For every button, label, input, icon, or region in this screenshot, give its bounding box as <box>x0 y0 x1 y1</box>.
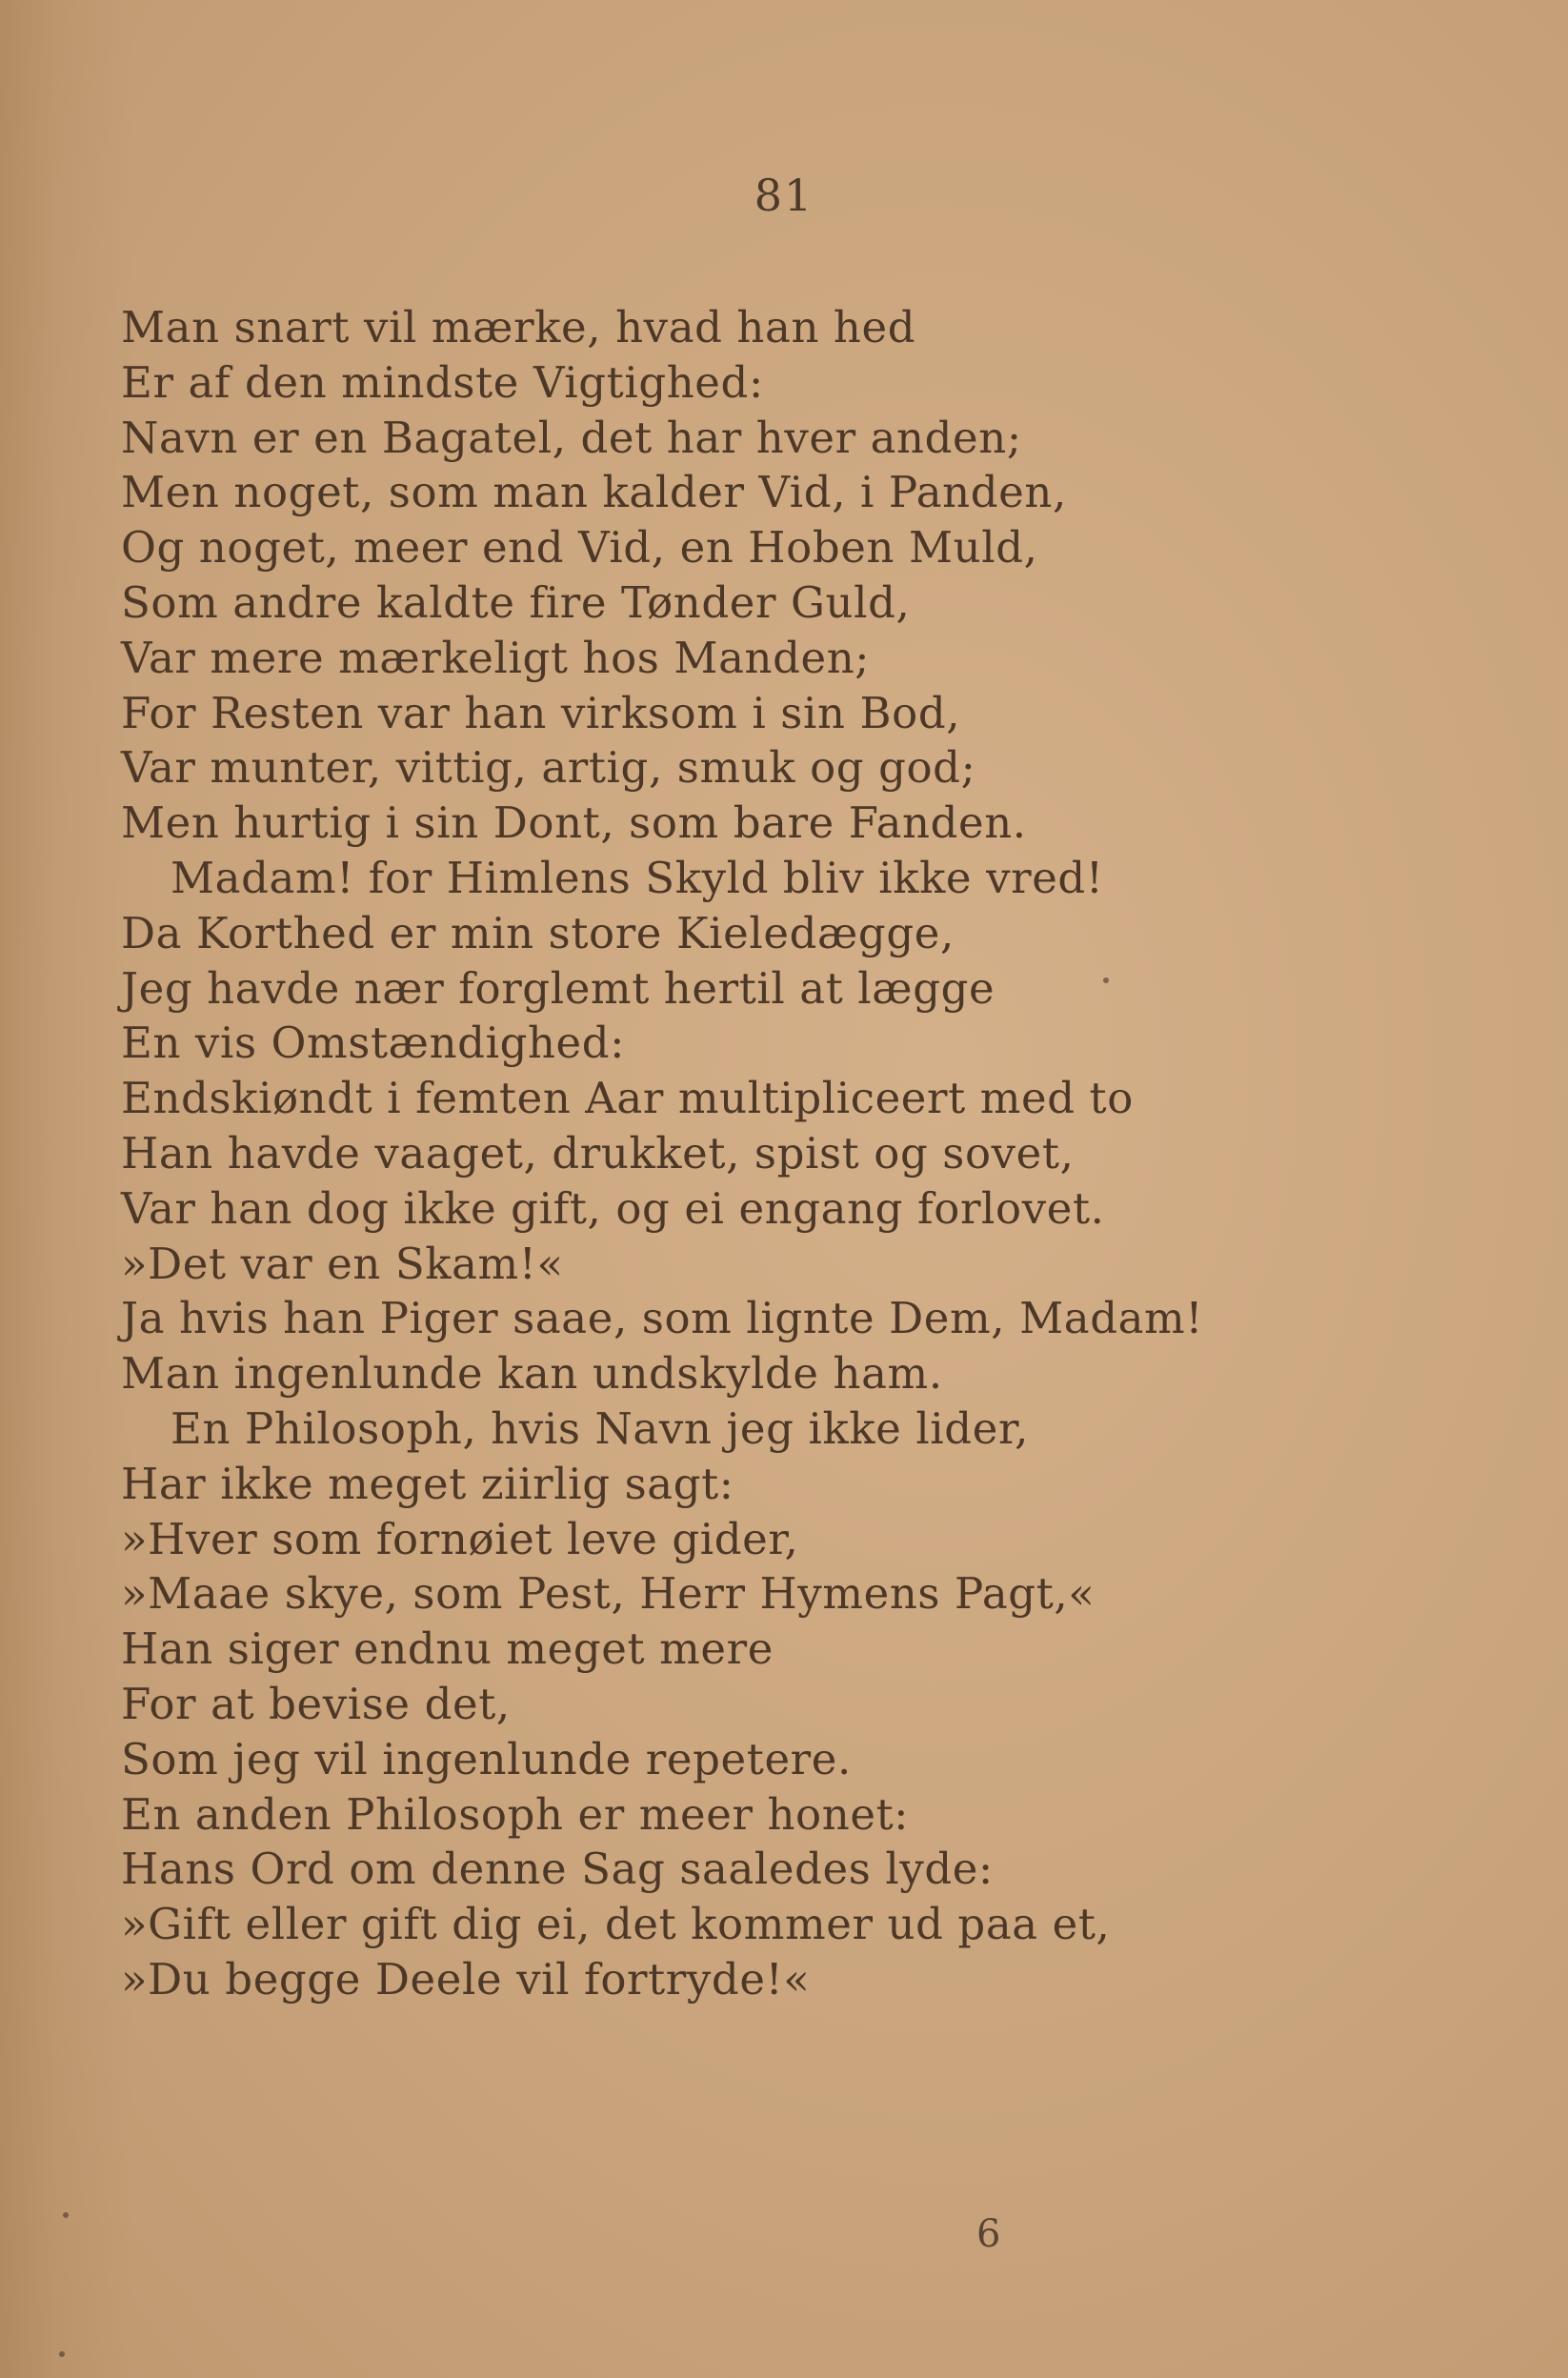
poem-line: Er af den mindste Vigtighed: <box>121 356 764 408</box>
poem-line: En Philosoph, hvis Navn jeg ikke lider, <box>171 1402 1030 1454</box>
poem-line: For at bevise det, <box>121 1678 511 1729</box>
ink-speck <box>63 2212 69 2218</box>
page-number: 81 <box>754 170 814 221</box>
poem-line: Hans Ord om denne Sag saaledes lyde: <box>121 1844 994 1895</box>
poem-line: Man snart vil mærke, hvad han hed <box>121 302 916 353</box>
poem-line: Man ingenlunde kan undskylde ham. <box>121 1348 943 1400</box>
poem-line: For Resten var han virksom i sin Bod, <box>121 687 961 738</box>
poem-line: Endskiøndt i femten Aar multipliceert med to <box>121 1073 1134 1124</box>
poem-line: Ja hvis han Piger saae, som lignte Dem, Madam! <box>121 1293 1204 1344</box>
poem-line: Og noget, meer end Vid, en Hoben Muld, <box>121 522 1038 574</box>
poem-line: »Gift eller gift dig ei, det kommer ud paa et, <box>121 1899 1111 1950</box>
poem-line: Jeg havde nær forglemt hertil at lægge <box>121 962 995 1014</box>
poem-line: Var han dog ikke gift, og ei engang forlovet. <box>121 1182 1105 1234</box>
poem-line: Som jeg vil ingenlunde repetere. <box>121 1733 852 1784</box>
ink-speck <box>1103 977 1109 983</box>
poem-text <box>121 300 1531 2007</box>
poem-line: »Det var en Skam!« <box>121 1238 564 1289</box>
poem-line: En anden Philosoph er meer honet: <box>121 1788 910 1840</box>
poem-line: Som andre kaldte fire Tønder Guld, <box>121 576 911 628</box>
poem-line: Men noget, som man kalder Vid, i Panden, <box>121 467 1067 518</box>
poem-line: Navn er en Bagatel, det har hver anden; <box>121 412 1022 463</box>
ink-speck <box>59 2351 65 2357</box>
poem-line: Har ikke meget ziirlig sagt: <box>121 1458 734 1509</box>
poem-line: Madam! for Himlens Skyld bliv ikke vred! <box>171 852 1104 903</box>
poem-line: Var mere mærkeligt hos Manden; <box>121 632 871 683</box>
poem-line: Men hurtig i sin Dont, som bare Fanden. <box>121 797 1027 849</box>
poem-line: »Du begge Deele vil fortryde!« <box>121 1953 811 2005</box>
poem-line: Var munter, vittig, artig, smuk og god; <box>121 742 976 794</box>
poem-line: »Hver som fornøiet leve gider, <box>121 1513 799 1564</box>
signature-mark: 6 <box>976 2212 1001 2256</box>
poem-line: Han havde vaaget, drukket, spist og sovet, <box>121 1127 1075 1179</box>
poem-line: En vis Omstændighed: <box>121 1018 625 1069</box>
poem-line: »Maae skye, som Pest, Herr Hymens Pagt,« <box>121 1568 1096 1620</box>
poem-line: Da Korthed er min store Kieledægge, <box>121 907 955 958</box>
poem-line: Han siger endnu meget mere <box>121 1623 774 1675</box>
